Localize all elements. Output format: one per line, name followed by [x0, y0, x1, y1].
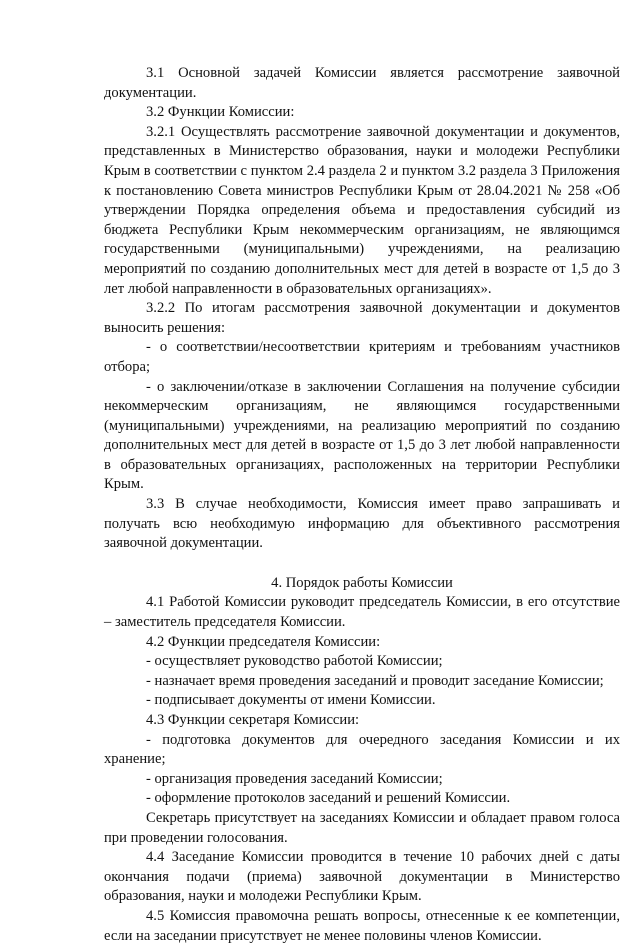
paragraph: 3.1 Основной задачей Комиссии является рассмотрение заявочной документации.: [104, 65, 620, 101]
paragraph: 4.1 Работой Комиссии руководит председатель Комиссии, в его отсутствие – заместитель председателя Комиссии.: [104, 594, 620, 631]
paragraph: 3.2 Функции Комиссии:: [146, 104, 295, 121]
section-4-heading: 4. Порядок работы Комиссии: [271, 574, 453, 591]
paragraph: 4.2 Функции председателя Комиссии:: [146, 633, 381, 650]
section-3-body: [104, 64, 620, 554]
paragraph: - о соответствии/несоответствии критериям и требованиям участников отбора;: [104, 339, 620, 375]
paragraph: - осуществляет руководство работой Комиссии;: [146, 653, 443, 670]
paragraph: 3.3 В случае необходимости, Комиссия имеет право запрашивать и получать всю необходимую информацию для объективного рассмотрения заявочной документации.: [104, 496, 620, 552]
paragraph: 4.4 Заседание Комиссии проводится в течение 10 рабочих дней с даты окончания подачи (приема) заявочной документации в Министерство образования, науки и молодежи Республики Крым.: [104, 849, 620, 905]
paragraph: - о заключении/отказе в заключении Соглашения на получение субсидии некоммерческим организациям, не являющимся государственными (муниципальными) учреждениями, на реализацию мероприятий по созданию дополнительных мест для детей в возрасте от 1,5 до 3 лет любой направленности в образовательных организациях, расположенных на территории Республики Крым.: [104, 378, 620, 493]
paragraph: 4.3 Функции секретаря Комиссии:: [146, 712, 360, 728]
section-gap: [104, 554, 620, 574]
document-page: [104, 64, 620, 946]
paragraph: 3.2.1 Осуществлять рассмотрение заявочной документации и документов, представленных в Министерство образования, науки и молодежи Республики Крым в соответствии с пунктом 2.4 раздела 2 и пунктом 3.2 раздела 3 Приложения к постановлению Совета министров Республики Крым от 28.04.2021 № 258 «Об утверждении Порядка определения объема и предоставления субсидий из бюджета Республики Крым некоммерческим организациям, не являющимся государственными (муниципальными) учреждениями, на реализацию мероприятий по созданию дополнительных мест для детей в возрасте от 1,5 до 3 лет любой направленности в образовательных организациях».: [104, 123, 620, 297]
paragraph: - назначает время проведения заседаний и проводит заседание Комиссии;: [146, 672, 604, 689]
paragraph: 4.5 Комиссия правомочна решать вопросы, отнесенные к ее компетенции, если на заседании присутствует не менее половины членов Комиссии.: [104, 907, 620, 944]
paragraph: - организация проведения заседаний Комиссии;: [146, 770, 443, 787]
paragraph: 3.2.2 По итогам рассмотрения заявочной документации и документов выносить решения:: [104, 300, 620, 336]
paragraph: - подготовка документов для очередного заседания Комиссии и их хранение;: [104, 731, 620, 768]
section-4-body: [104, 593, 620, 946]
paragraph: Секретарь присутствует на заседаниях Комиссии и обладает правом голоса при проведении голосования.: [104, 809, 620, 846]
paragraph: - оформление протоколов заседаний и решений Комиссии.: [146, 790, 511, 807]
paragraph: - подписывает документы от имени Комиссии.: [146, 692, 436, 709]
